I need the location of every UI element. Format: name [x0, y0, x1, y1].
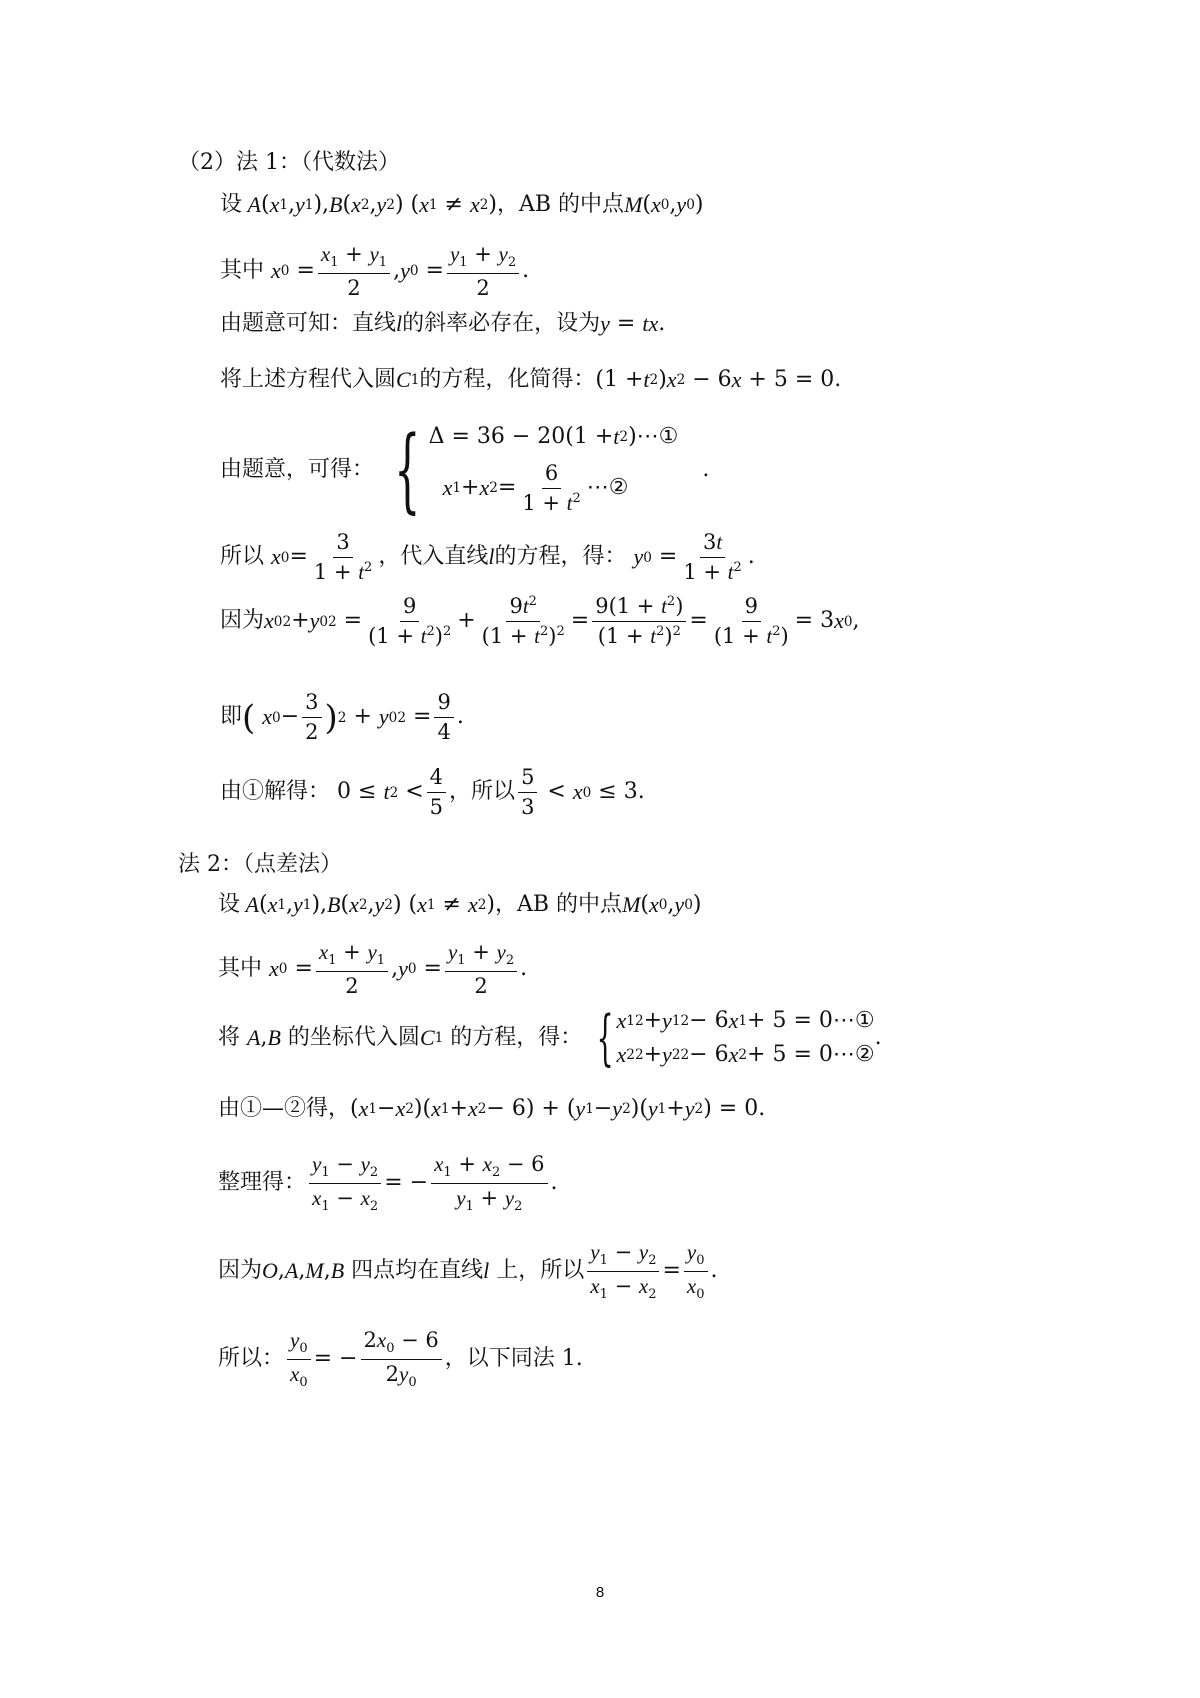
m2-line-rearrange: 整理得： $\frac{y_1 - y_2}{x_1 - x_2}$ = − $\frac{x_1 + x_2 - 6}{y_1 + y_2}$ .: [218, 1152, 558, 1214]
m2-l7-text: 所以：: [218, 1346, 285, 1372]
m1-l9-text: 由①解得：: [220, 779, 331, 805]
m2-line-midpoint: 其中 x 0 = $\frac{x_1 + y_1}{2}$ , y 0 = $\frac{y_1 + y_2}{2}$ .: [218, 940, 528, 998]
m1-line-define-points: 设 A ( x 1 , y 1 ), B ( x 2 , y 2 ) ( x 1 ≠ x 2 ) ，AB 的中点 M ( x 0 , y 0 ): [220, 192, 704, 217]
m2-line-define-points: 设 A ( x 1 , y 1 ), B ( x 2 , y 2 ) ( x 1 ≠ x 2 ) ，AB 的中点 M ( x 0 , y 0 ): [218, 892, 702, 917]
m1-line-circle: 即 ( x 0 − $\frac{3}{2}$ ) 2 + y 0 2 = $\frac{9}{4}$ .: [220, 690, 464, 745]
m1-l6c-text: 的方程，得：: [494, 544, 627, 570]
m1-l3-text: 由题意可知：直线: [220, 311, 397, 336]
m2-l7b-text: ，以下同法 1.: [444, 1346, 583, 1372]
m1-line-range: 由①解得： 0 ≤ t 2 < $\frac{4}{5}$ ，所以 $\frac{5}{3}$ < x 0 ≤ 3.: [220, 765, 645, 820]
m2-l2-prefix: 其中: [218, 956, 263, 982]
m2-l6b-text: 四点均在直线: [351, 1258, 484, 1284]
m1-line-system: 由题意，可得： { Δ = 36 − 20(1 + t 2 )⋯① x 1 + x 2 = $\frac{6}{1 + t^2}$ ⋯② .: [220, 416, 710, 523]
m1-l4-text: 将上述方程代入圆: [220, 367, 397, 392]
m2-l5-text: 整理得：: [218, 1170, 307, 1196]
m1-l4b-text: 的方程，化简得：: [419, 367, 596, 392]
m1-l1-prefix: 设: [220, 192, 243, 217]
m1-line-midpoint: 其中 x 0 = $\frac{x_1 + y_1}{2}$ , y 0 = $\frac{y_1 + y_2}{2}$ .: [220, 242, 530, 300]
m2-line-system: 将 A , B 的坐标代入圆 C 1 的方程，得： { x 1 2 + y 1 2 − 6 x 1 + 5 = 0⋯① x 2 2 + y 2 2 − 6 x 2 + 5 = 0⋯② .: [218, 1003, 882, 1073]
m1-l2-prefix: 其中: [220, 258, 265, 284]
m2-line-collinear: 因为 O , A , M , B 四点均在直线 l 上，所以 $\frac{y_1 - y_2}{x_1 - x_2}$ = $\frac{y_0}{x_0}$ .: [218, 1240, 718, 1302]
m1-l3b-text: 的斜率必存在，设为: [402, 311, 601, 336]
m1-l7-text: 因为: [220, 608, 265, 634]
m1-l1-text: ，AB 的中点: [497, 192, 625, 217]
m1-line-identity: 因为 x 0 2 + y 0 2 = $\frac{9}{(1 + t^2)^2}$ + $\frac{9t^2}{(1 + t^2)^2}$ = $\frac{9(1 + t^2)}{(1 + t^2)^2}$ = $\frac{9}{(1 + t^2)}$ = 3 x 0 ,: [220, 594, 860, 649]
m2-l3c-text: 的方程，得：: [450, 1024, 583, 1050]
m1-l8-text: 即: [220, 704, 243, 730]
m2-l4-text: 由①—②得，: [218, 1096, 351, 1121]
m2-l6-text: 因为: [218, 1258, 263, 1284]
m2-line-conclusion: 所以： $\frac{y_0}{x_0}$ = − $\frac{2x_0 - 6}{2y_0}$ ，以下同法 1.: [218, 1328, 583, 1390]
m2-l6c-text: 上，所以: [496, 1258, 585, 1284]
m1-line-x0: 所以 x 0 = $\frac{3}{1 + t^2}$ ，代入直线 l 的方程，得： y 0 = $\frac{3t}{1 + t^2}$ .: [220, 530, 755, 585]
m1-l6b-text: ，代入直线: [378, 544, 489, 570]
m2-l1-prefix: 设: [218, 892, 241, 917]
m2-l1-text: ，AB 的中点: [495, 892, 623, 917]
m1-l6-text: 所以: [220, 544, 265, 570]
m2-l3-text: 将: [218, 1024, 241, 1050]
method2-heading: 法 2：（点差法）: [178, 852, 342, 877]
method1-heading: （2）法 1：（代数法）: [178, 150, 400, 175]
page-number: 8: [595, 1584, 605, 1601]
m1-line-substitute: 将上述方程代入圆 C 1 的方程，化简得： (1 + t 2 ) x 2 − 6 x + 5 = 0.: [220, 367, 842, 392]
m1-l5-text: 由题意，可得：: [220, 456, 375, 482]
m1-line-slope: 由题意可知：直线 l 的斜率必存在，设为 y = tx .: [220, 311, 666, 336]
m2-l3b-text: 的坐标代入圆: [287, 1024, 420, 1050]
m1-l9b-text: ，所以: [449, 779, 516, 805]
m2-line-subtract: 由①—②得， ( x 1 − x 2 )( x 1 + x 2 − 6) + ( y 1 − y 2 )( y 1 + y 2 ) = 0.: [218, 1096, 766, 1121]
